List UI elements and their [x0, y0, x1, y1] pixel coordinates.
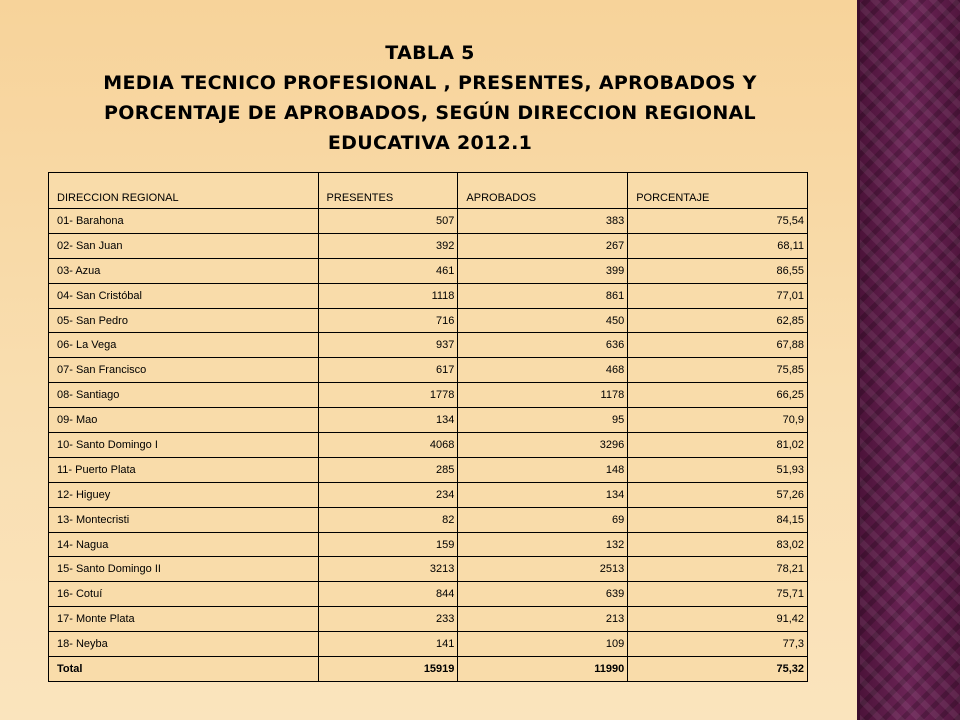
header-presentes: PRESENTES [318, 173, 458, 209]
cell-presentes: 1778 [318, 383, 458, 408]
header-aprobados: APROBADOS [458, 173, 628, 209]
slide-title [60, 38, 800, 158]
table-row [49, 258, 808, 283]
cell-aprobados: 636 [458, 333, 628, 358]
table-row [49, 433, 808, 458]
cell-region: 10- Santo Domingo I [49, 433, 319, 458]
table-row [49, 482, 808, 507]
cell-porcentaje: 83,02 [628, 532, 808, 557]
cell-porcentaje: 77,01 [628, 283, 808, 308]
cell-porcentaje: 81,02 [628, 433, 808, 458]
cell-presentes: 159 [318, 532, 458, 557]
cell-aprobados: 399 [458, 258, 628, 283]
cell-porcentaje: 75,54 [628, 209, 808, 234]
cell-presentes: 82 [318, 507, 458, 532]
cell-porcentaje: 75,85 [628, 358, 808, 383]
cell-region: 18- Neyba [49, 632, 319, 657]
cell-presentes: 4068 [318, 433, 458, 458]
cell-total-presentes: 15919 [318, 657, 458, 682]
table-row [49, 308, 808, 333]
table-row [49, 408, 808, 433]
cell-presentes: 134 [318, 408, 458, 433]
cell-presentes: 3213 [318, 557, 458, 582]
table-row [49, 582, 808, 607]
cell-aprobados: 639 [458, 582, 628, 607]
cell-region: 09- Mao [49, 408, 319, 433]
cell-porcentaje: 57,26 [628, 482, 808, 507]
cell-aprobados: 383 [458, 209, 628, 234]
table-row [49, 283, 808, 308]
cell-presentes: 617 [318, 358, 458, 383]
cell-region: 02- San Juan [49, 233, 319, 258]
cell-region: 17- Monte Plata [49, 607, 319, 632]
cell-porcentaje: 67,88 [628, 333, 808, 358]
cell-region: 11- Puerto Plata [49, 457, 319, 482]
cell-aprobados: 132 [458, 532, 628, 557]
cell-region: 07- San Francisco [49, 358, 319, 383]
title-line-2: MEDIA TECNICO PROFESIONAL , PRESENTES, APROBADOS Y [103, 72, 757, 94]
cell-porcentaje: 66,25 [628, 383, 808, 408]
cell-presentes: 234 [318, 482, 458, 507]
title-line-3: PORCENTAJE DE APROBADOS, SEGÚN DIRECCION REGIONAL [104, 102, 756, 124]
cell-region: 12- Higuey [49, 482, 319, 507]
header-direccion-regional: DIRECCION REGIONAL [49, 173, 319, 209]
table-row [49, 532, 808, 557]
cell-aprobados: 213 [458, 607, 628, 632]
cell-presentes: 716 [318, 308, 458, 333]
table-row [49, 457, 808, 482]
cell-aprobados: 148 [458, 457, 628, 482]
cell-presentes: 461 [318, 258, 458, 283]
cell-presentes: 141 [318, 632, 458, 657]
table-row [49, 233, 808, 258]
cell-porcentaje: 78,21 [628, 557, 808, 582]
cell-aprobados: 134 [458, 482, 628, 507]
cell-total-aprobados: 11990 [458, 657, 628, 682]
table-row [49, 557, 808, 582]
cell-presentes: 507 [318, 209, 458, 234]
cell-porcentaje: 91,42 [628, 607, 808, 632]
cell-total-label: Total [49, 657, 319, 682]
results-table [48, 172, 808, 682]
cell-presentes: 1118 [318, 283, 458, 308]
cell-total-porcentaje: 75,32 [628, 657, 808, 682]
cell-aprobados: 69 [458, 507, 628, 532]
table-header-row [49, 173, 808, 209]
cell-region: 16- Cotuí [49, 582, 319, 607]
cell-region: 15- Santo Domingo II [49, 557, 319, 582]
cell-region: 04- San Cristóbal [49, 283, 319, 308]
decorative-side-strip [857, 0, 960, 720]
cell-region: 13- Montecristi [49, 507, 319, 532]
cell-aprobados: 861 [458, 283, 628, 308]
title-line-1: TABLA 5 [385, 42, 475, 64]
cell-aprobados: 450 [458, 308, 628, 333]
cell-presentes: 233 [318, 607, 458, 632]
table-row [49, 383, 808, 408]
table-row [49, 632, 808, 657]
table-total-row [49, 657, 808, 682]
cell-porcentaje: 86,55 [628, 258, 808, 283]
cell-presentes: 285 [318, 457, 458, 482]
cell-region: 05- San Pedro [49, 308, 319, 333]
cell-porcentaje: 70,9 [628, 408, 808, 433]
cell-presentes: 844 [318, 582, 458, 607]
cell-porcentaje: 75,71 [628, 582, 808, 607]
table-row [49, 607, 808, 632]
cell-porcentaje: 68,11 [628, 233, 808, 258]
cell-aprobados: 95 [458, 408, 628, 433]
cell-presentes: 392 [318, 233, 458, 258]
cell-region: 06- La Vega [49, 333, 319, 358]
cell-porcentaje: 84,15 [628, 507, 808, 532]
cell-presentes: 937 [318, 333, 458, 358]
header-porcentaje: PORCENTAJE [628, 173, 808, 209]
cell-aprobados: 1178 [458, 383, 628, 408]
cell-porcentaje: 51,93 [628, 457, 808, 482]
cell-aprobados: 2513 [458, 557, 628, 582]
cell-porcentaje: 77,3 [628, 632, 808, 657]
cell-porcentaje: 62,85 [628, 308, 808, 333]
title-line-4: EDUCATIVA 2012.1 [327, 132, 533, 154]
table-row [49, 209, 808, 234]
cell-region: 14- Nagua [49, 532, 319, 557]
cell-region: 01- Barahona [49, 209, 319, 234]
cell-region: 03- Azua [49, 258, 319, 283]
cell-region: 08- Santiago [49, 383, 319, 408]
cell-aprobados: 468 [458, 358, 628, 383]
cell-aprobados: 109 [458, 632, 628, 657]
table-row [49, 333, 808, 358]
cell-aprobados: 267 [458, 233, 628, 258]
table-row [49, 358, 808, 383]
cell-aprobados: 3296 [458, 433, 628, 458]
table-row [49, 507, 808, 532]
